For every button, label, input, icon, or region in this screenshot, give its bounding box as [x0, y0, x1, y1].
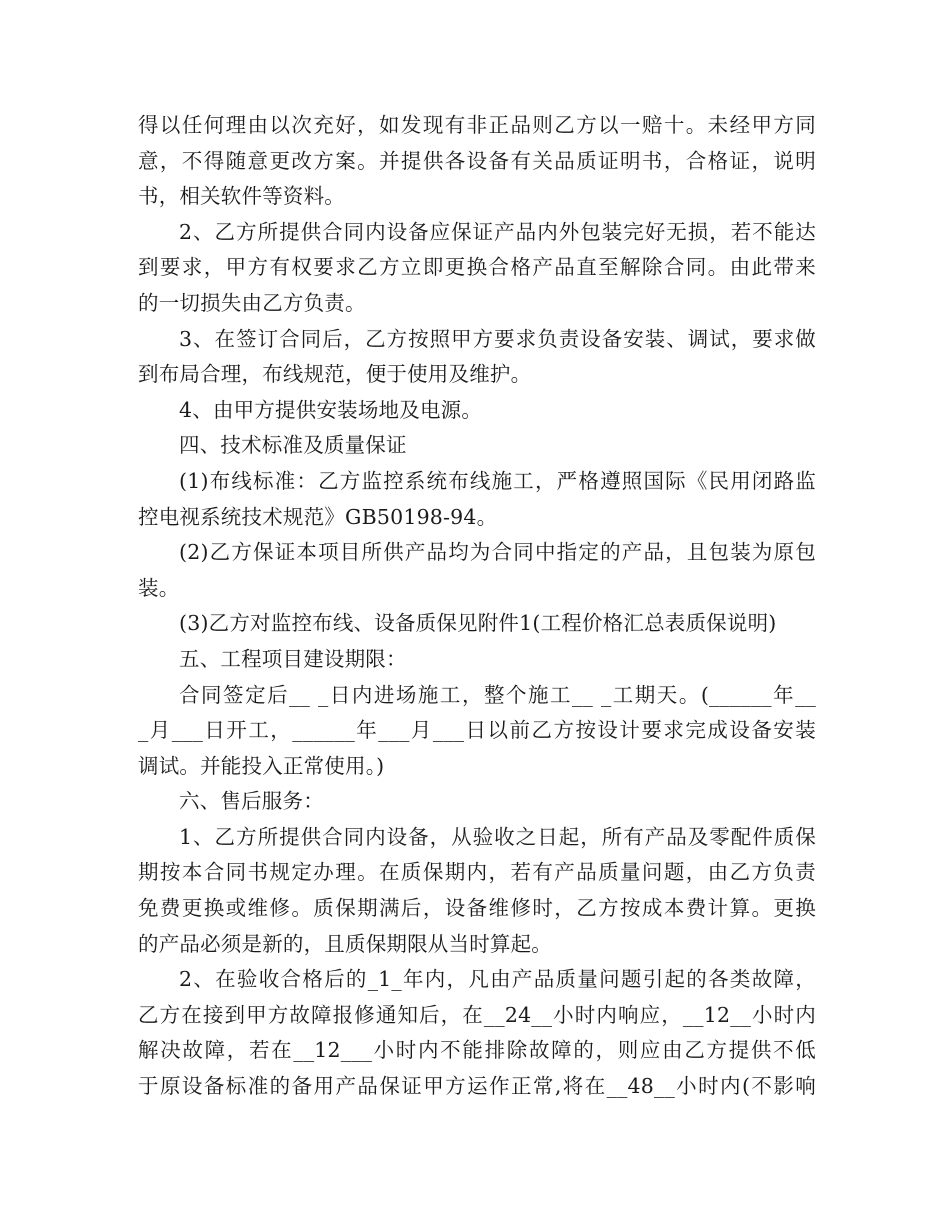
text-line: 乙方在接到甲方故障报修通知后，在__24__小时内响应，__12__小时内: [138, 1002, 816, 1027]
text-line: (1)布线标准：乙方监控系统布线施工，严格遵照国际《民用闭路监: [179, 468, 816, 493]
text-line: 2、在验收合格后的_1_年内，凡由产品质量问题引起的各类故障，: [179, 967, 816, 992]
text-line: 解决故障，若在__12___小时内不能排除故障的，则应由乙方提供不低: [138, 1038, 816, 1063]
contract-text: [138, 108, 816, 1105]
text-line: 3、在签订合同后，乙方按照甲方要求负责设备安装、调试，要求做: [179, 326, 816, 351]
text-line: 到布局合理，布线规范，便于使用及维护。: [138, 362, 532, 387]
section-heading: 五、工程项目建设期限：: [179, 646, 407, 671]
text-line: 调试。并能投入正常使用。): [138, 753, 385, 778]
text-line: 1、乙方所提供合同内设备，从验收之日起，所有产品及零配件质保: [179, 824, 816, 849]
text-line: 合同签定后__ _日内进场施工，整个施工__ _工期天。(______年__: [179, 682, 816, 707]
text-line: 的一切损失由乙方负责。: [138, 290, 366, 315]
text-line: 的产品必须是新的，且质保期限从当时算起。: [138, 931, 552, 956]
text-line: 控电视系统技术规范》GB50198-94。: [138, 504, 498, 529]
text-line: 于原设备标准的备用产品保证甲方运作正常,将在__48__小时内(不影响: [138, 1074, 816, 1099]
section-heading: 四、技术标准及质量保证: [179, 433, 407, 458]
text-line: 免费更换或维修。质保期满后，设备维修时，乙方按成本费计算。更换: [138, 896, 816, 921]
text-line: 装。: [138, 575, 180, 600]
text-line: (2)乙方保证本项目所供产品均为合同中指定的产品，且包装为原包: [179, 540, 816, 565]
text-line: 得以任何理由以次充好，如发现有非正品则乙方以一赔十。未经甲方同: [138, 113, 816, 137]
text-line: 2、乙方所提供合同内设备应保证产品内外包装完好无损，若不能达: [179, 219, 816, 244]
text-line: 书，相关软件等资料。: [138, 184, 345, 209]
text-line: 4、由甲方提供安装场地及电源。: [179, 397, 483, 422]
text-line: _月___日开工，______年___月___日以前乙方按设计要求完成设备安装: [138, 718, 816, 743]
text-line: 意，不得随意更改方案。并提供各设备有关品质证明书，合格证，说明: [138, 148, 816, 173]
section-heading: 六、售后服务：: [179, 789, 324, 814]
text-line: 期按本合同书规定办理。在质保期内，若有产品质量问题，由乙方负责: [138, 860, 816, 885]
text-line: 到要求，甲方有权要求乙方立即更换合格产品直至解除合同。由此带来: [138, 255, 816, 280]
text-line: (3)乙方对监控布线、设备质保见附件1(工程价格汇总表质保说明): [179, 611, 777, 636]
